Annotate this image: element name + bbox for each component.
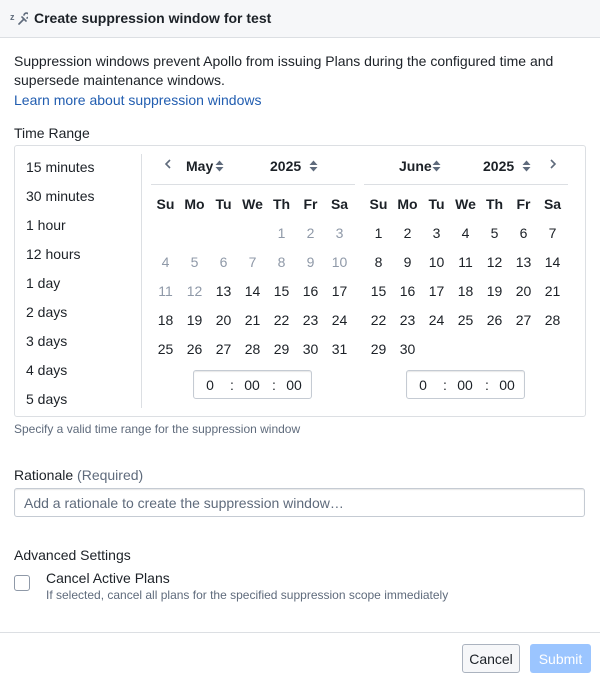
- weekday-label: Fr: [303, 196, 318, 212]
- calendar-day[interactable]: 22: [370, 312, 387, 328]
- weekday-label: Th: [272, 196, 291, 212]
- calendar-day[interactable]: 25: [157, 341, 174, 357]
- shortcut-1-hour[interactable]: 1 hour: [26, 217, 66, 233]
- time-separator: :: [485, 377, 489, 393]
- time-range-helper-text: Specify a valid time range for the suppression window: [14, 422, 301, 436]
- shortcut-30-minutes[interactable]: 30 minutes: [26, 188, 95, 204]
- month-select[interactable]: May: [186, 158, 214, 174]
- calendar-day[interactable]: 12: [186, 283, 203, 299]
- calendar-day[interactable]: 11: [158, 283, 173, 299]
- calendar-day[interactable]: 7: [548, 225, 557, 241]
- calendar-day[interactable]: 14: [244, 283, 261, 299]
- shortcut-15-minutes[interactable]: 15 minutes: [26, 159, 95, 175]
- calendar-day[interactable]: 16: [302, 283, 319, 299]
- calendar-day[interactable]: 8: [277, 254, 286, 270]
- weekday-label: Th: [485, 196, 504, 212]
- calendar-day[interactable]: 24: [428, 312, 445, 328]
- calendar-day[interactable]: 3: [335, 225, 344, 241]
- double-caret-icon: [432, 159, 441, 173]
- submit-button[interactable]: Submit: [530, 644, 591, 673]
- calendar-day[interactable]: 26: [486, 312, 503, 328]
- required-indicator: (Required): [77, 467, 144, 483]
- calendar-day[interactable]: 8: [374, 254, 383, 270]
- calendar-day[interactable]: 5: [490, 225, 499, 241]
- month-header-divider: [151, 184, 355, 185]
- calendar-day[interactable]: 10: [428, 254, 445, 270]
- calendar-day[interactable]: 7: [248, 254, 257, 270]
- calendar-day[interactable]: 16: [399, 283, 416, 299]
- cancel-active-plans-checkbox[interactable]: [14, 575, 30, 591]
- double-caret-icon: [309, 159, 318, 173]
- calendar-day[interactable]: 15: [370, 283, 387, 299]
- calendar-month-may: [151, 146, 355, 416]
- calendar-day[interactable]: 19: [186, 312, 203, 328]
- weekday-label: Su: [369, 196, 388, 212]
- shortcut-4-days[interactable]: 4 days: [26, 362, 68, 378]
- start-time-input[interactable]: [193, 370, 312, 399]
- minutes-field[interactable]: 00: [244, 377, 260, 393]
- time-separator: :: [443, 377, 447, 393]
- calendar-day[interactable]: 14: [544, 254, 561, 270]
- month-select[interactable]: June: [399, 158, 432, 174]
- cancel-active-plans-help: If selected, cancel all plans for the specified suppression scope immediately: [46, 588, 449, 602]
- shortcut-menu: [15, 146, 141, 416]
- chevron-left-icon[interactable]: [161, 157, 175, 171]
- rationale-input[interactable]: [14, 488, 585, 517]
- calendar-day[interactable]: 23: [302, 312, 319, 328]
- rationale-label: [14, 467, 143, 483]
- calendar-day[interactable]: 20: [215, 312, 232, 328]
- calendar-day[interactable]: 13: [215, 283, 232, 299]
- hours-field[interactable]: 0: [419, 377, 427, 393]
- calendar-day[interactable]: 9: [403, 254, 412, 270]
- suppress-icon: [10, 11, 28, 27]
- shortcut-5-days[interactable]: 5 days: [26, 391, 68, 407]
- cancel-button[interactable]: Cancel: [462, 644, 520, 673]
- calendar-day[interactable]: 18: [157, 312, 174, 328]
- shortcut-2-days[interactable]: 2 days: [26, 304, 68, 320]
- calendar-day[interactable]: 27: [515, 312, 532, 328]
- end-time-input[interactable]: [406, 370, 525, 399]
- shortcut-12-hours[interactable]: 12 hours: [26, 246, 81, 262]
- calendar-day[interactable]: 6: [519, 225, 528, 241]
- divider: [141, 154, 142, 408]
- weekday-label: Tu: [428, 196, 445, 212]
- calendar-day[interactable]: 31: [331, 341, 348, 357]
- weekday-label: We: [242, 196, 263, 212]
- calendar-day[interactable]: 13: [515, 254, 532, 270]
- calendar-day[interactable]: 23: [399, 312, 416, 328]
- calendar-day[interactable]: 4: [161, 254, 170, 270]
- advanced-settings-label: Advanced Settings: [14, 547, 131, 563]
- calendar-day[interactable]: 29: [273, 341, 290, 357]
- calendar-day[interactable]: 25: [457, 312, 474, 328]
- calendar-day[interactable]: 24: [331, 312, 348, 328]
- calendar-day[interactable]: 10: [331, 254, 348, 270]
- calendar-day[interactable]: 26: [186, 341, 203, 357]
- weekday-label: Fr: [516, 196, 531, 212]
- calendar-day[interactable]: 28: [544, 312, 561, 328]
- svg-text:z: z: [10, 12, 15, 22]
- calendar-day[interactable]: 29: [370, 341, 387, 357]
- calendar-day[interactable]: 2: [403, 225, 412, 241]
- calendar-day[interactable]: 17: [428, 283, 445, 299]
- calendar-day[interactable]: 1: [277, 225, 286, 241]
- weekday-label: Sa: [543, 196, 562, 212]
- time-separator: :: [230, 377, 234, 393]
- calendar-month-june: [364, 146, 568, 416]
- calendar-day[interactable]: 2: [306, 225, 315, 241]
- shortcut-3-days[interactable]: 3 days: [26, 333, 68, 349]
- rationale-label-text: Rationale: [14, 467, 74, 483]
- dialog-description: Suppression windows prevent Apollo from issuing Plans during the configured time and supersede maintenance windows.: [14, 53, 554, 88]
- double-caret-icon: [522, 159, 531, 173]
- dialog-header: [0, 0, 600, 38]
- month-header-divider: [364, 184, 568, 185]
- year-select[interactable]: 2025: [483, 158, 515, 174]
- time-separator: :: [272, 377, 276, 393]
- year-select[interactable]: 2025: [270, 158, 302, 174]
- weekday-label: Sa: [330, 196, 349, 212]
- shortcut-1-day[interactable]: 1 day: [26, 275, 61, 291]
- calendar-day[interactable]: 12: [486, 254, 503, 270]
- calendar-day[interactable]: 1: [374, 225, 383, 241]
- weekday-label: Mo: [184, 196, 205, 212]
- calendar-day[interactable]: 27: [215, 341, 232, 357]
- seconds-field[interactable]: 00: [286, 377, 302, 393]
- learn-more-link[interactable]: Learn more about suppression windows: [14, 92, 262, 108]
- weekday-label: We: [455, 196, 476, 212]
- calendar-day[interactable]: 30: [302, 341, 319, 357]
- calendar-day[interactable]: 15: [273, 283, 290, 299]
- calendar-day[interactable]: 20: [515, 283, 532, 299]
- calendar-day[interactable]: 17: [331, 283, 348, 299]
- weekday-label: Su: [156, 196, 175, 212]
- weekday-label: Tu: [215, 196, 232, 212]
- calendar-day[interactable]: 19: [486, 283, 503, 299]
- calendar-day[interactable]: 21: [244, 312, 261, 328]
- calendar-day[interactable]: 30: [399, 341, 416, 357]
- calendar-day[interactable]: 9: [306, 254, 315, 270]
- calendar-day[interactable]: 11: [458, 254, 473, 270]
- calendar-day[interactable]: 4: [461, 225, 470, 241]
- seconds-field[interactable]: 00: [499, 377, 515, 393]
- cancel-active-plans-label[interactable]: Cancel Active Plans: [46, 570, 170, 586]
- time-range-label: Time Range: [14, 125, 90, 141]
- calendar-day[interactable]: 5: [190, 254, 199, 270]
- calendar-day[interactable]: 22: [273, 312, 290, 328]
- dialog-footer: [0, 632, 600, 680]
- hours-field[interactable]: 0: [206, 377, 214, 393]
- dialog-title: Create suppression window for test: [34, 10, 272, 26]
- minutes-field[interactable]: 00: [457, 377, 473, 393]
- calendar-day[interactable]: 3: [432, 225, 441, 241]
- double-caret-icon: [215, 159, 224, 173]
- date-range-picker: [14, 145, 586, 417]
- calendar-day[interactable]: 21: [544, 283, 561, 299]
- calendar-day[interactable]: 28: [244, 341, 261, 357]
- chevron-right-icon[interactable]: [546, 157, 560, 171]
- weekday-label: Mo: [397, 196, 418, 212]
- calendar-day[interactable]: 6: [219, 254, 228, 270]
- calendar-day[interactable]: 18: [457, 283, 474, 299]
